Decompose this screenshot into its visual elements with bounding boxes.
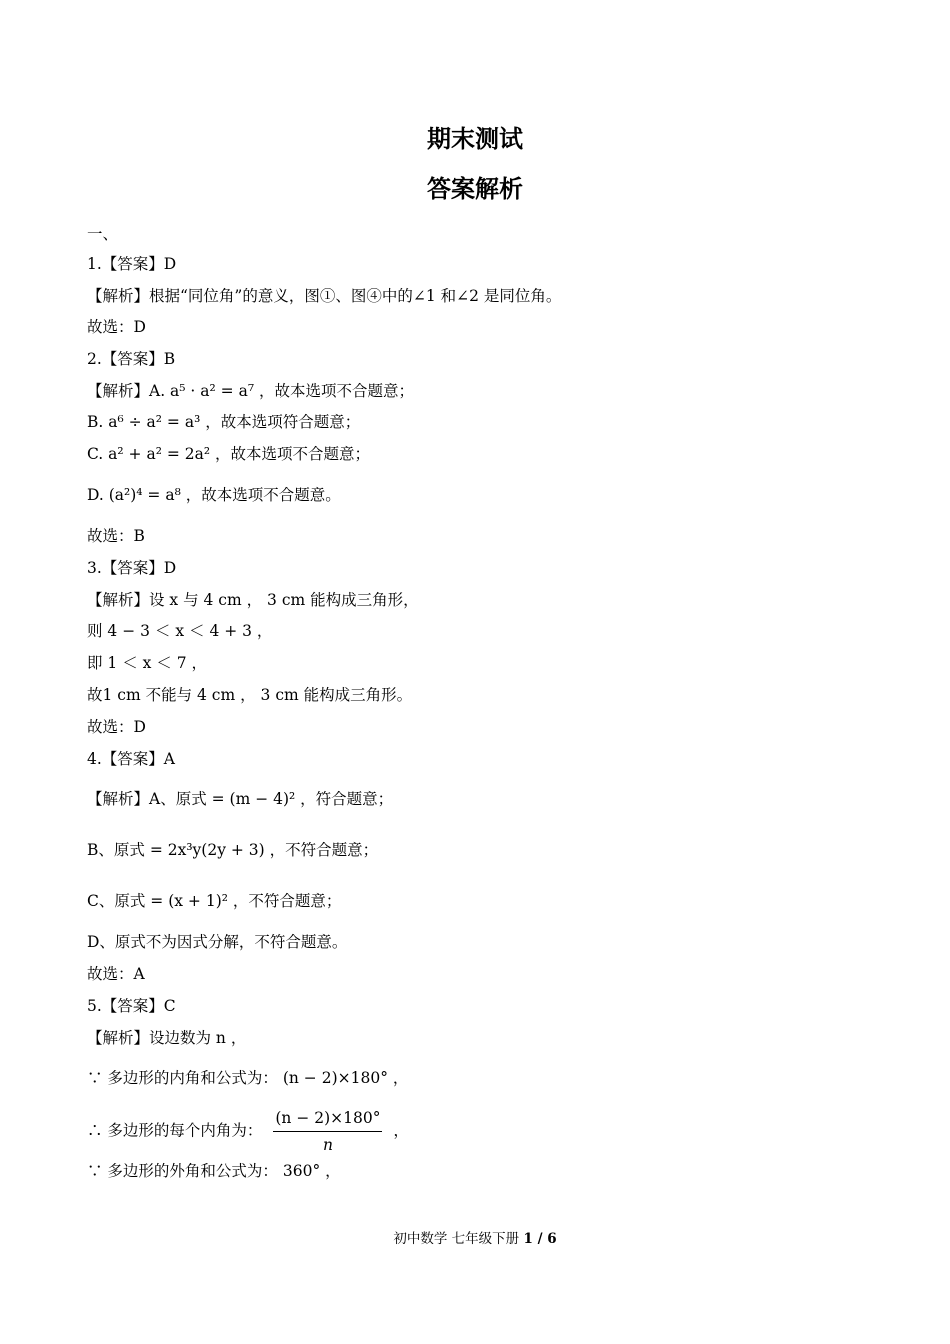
interior-angle-prefix: ∴ 多边形的每个内角为： — [87, 1121, 263, 1140]
footer-course: 初中数学 七年级下册 — [393, 1231, 520, 1247]
explanation-line: ∵ 多边形的外角和公式为： 360° ， — [87, 1162, 341, 1180]
choice-line: 故选：A — [87, 965, 145, 983]
fraction-numerator: (n − 2)×180° — [273, 1107, 382, 1132]
fraction-denominator: n — [322, 1136, 333, 1154]
explanation-line: 故1 cm 不能与 4 cm ， 3 cm 能构成三角形。 — [87, 686, 413, 704]
explanation-line: 即 1 ＜ x ＜ 7 ， — [87, 654, 208, 672]
explanation-line: D、原式不为因式分解，不符合题意。 — [87, 933, 348, 951]
page-title: 期末测试 — [427, 125, 523, 153]
explanation-line: 【解析】A. a⁵ · a² = a⁷ ，故本选项不合题意； — [87, 382, 414, 400]
page-footer — [0, 1229, 950, 1249]
section-heading: 一、 — [87, 225, 119, 243]
explanation-line: 【解析】A、原式 = (m − 4)² ，符合题意； — [87, 790, 394, 808]
explanation-line: C. a² + a² = 2a² ，故本选项不合题意； — [87, 445, 370, 463]
choice-line: 故选：D — [87, 718, 146, 736]
answer-line: 2.【答案】B — [87, 350, 176, 368]
answer-line: 1.【答案】D — [87, 255, 177, 273]
explanation-line: B. a⁶ ÷ a² = a³ ，故本选项符合题意； — [87, 413, 361, 431]
explanation-line: C、原式 = (x + 1)² ，不符合题意； — [87, 892, 342, 910]
explanation-line: ∵ 多边形的内角和公式为： (n − 2)×180° ， — [87, 1069, 409, 1087]
explanation-line: 【解析】设边数为 n ， — [87, 1029, 247, 1047]
explanation-line: D. (a²)⁴ = a⁸ ，故本选项不合题意。 — [87, 486, 341, 504]
answer-line: 4.【答案】A — [87, 750, 175, 768]
explanation-line: 【解析】设 x 与 4 cm ， 3 cm 能构成三角形， — [87, 591, 419, 609]
interior-angle-fraction — [273, 1107, 382, 1156]
answer-line: 5.【答案】C — [87, 997, 176, 1015]
explanation-line: 则 4 − 3 ＜ x ＜ 4 + 3 ， — [87, 622, 273, 640]
footer-page-number: 1 / 6 — [523, 1231, 557, 1247]
explanation-line: B、原式 = 2x³y(2y + 3) ，不符合题意； — [87, 841, 379, 859]
page-subtitle: 答案解析 — [427, 175, 523, 203]
choice-line: 故选：B — [87, 527, 145, 545]
explanation-line-with-fraction — [87, 1107, 409, 1156]
choice-line: 故选：D — [87, 318, 146, 336]
answer-line: 3.【答案】D — [87, 559, 177, 577]
interior-angle-suffix: ， — [393, 1121, 409, 1140]
explanation-line: 【解析】根据“同位角”的意义，图①、图④中的∠1 和∠2 是同位角。 — [87, 287, 562, 305]
